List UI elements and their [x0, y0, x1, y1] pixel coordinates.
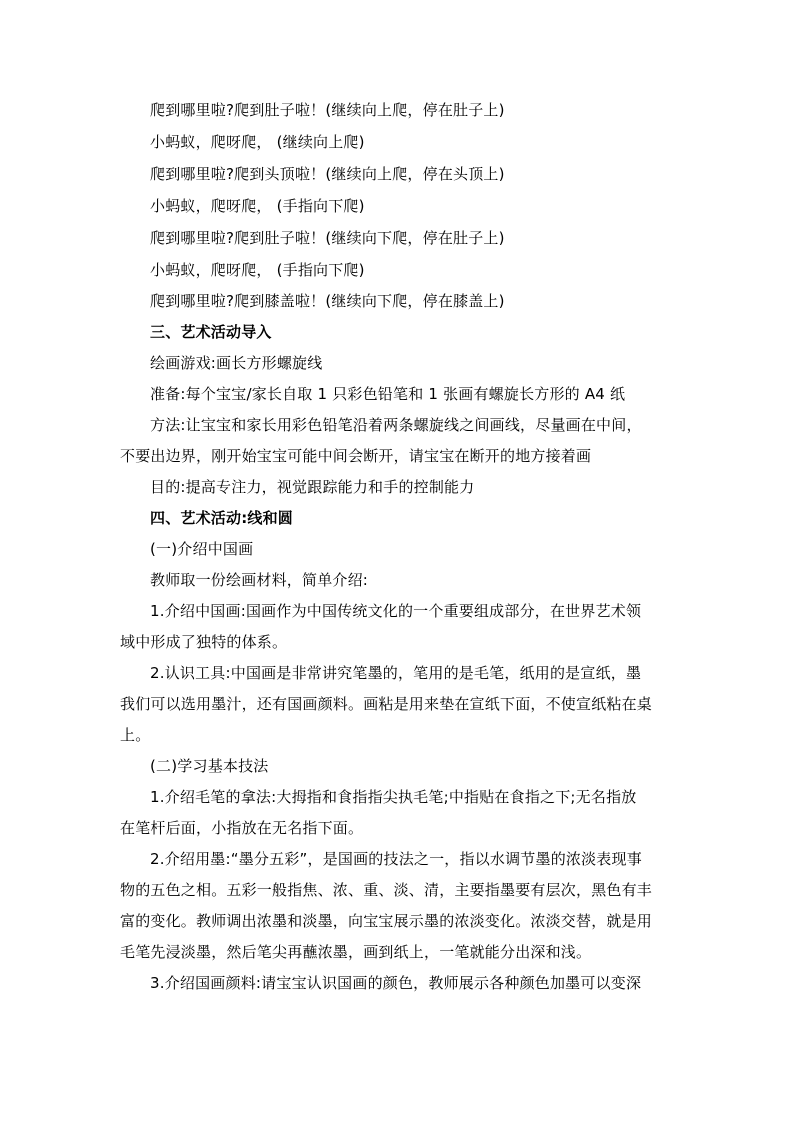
body-line-23: 1.介绍毛笔的拿法:大拇指和食指指尖执毛笔;中指贴在食指之下;无名指放 — [150, 788, 637, 806]
body-line-4: 小蚂蚁，爬呀爬， (手指向下爬) — [150, 197, 365, 215]
body-line-29: 3.介绍国画颜料:请宝宝认识国画的颜色，教师展示各种颜色加墨可以变深 — [150, 974, 642, 992]
body-line-19: 2.认识工具:中国画是非常讲究笔墨的，笔用的是毛笔，纸用的是宣纸，墨 — [150, 664, 642, 682]
body-line-24: 在笔杆后面，小指放在无名指下面。 — [120, 819, 364, 837]
body-line-11: 方法:让宝宝和家长用彩色铅笔沿着两条螺旋线之间画线，尽量画在中间， — [150, 416, 642, 434]
body-line-6: 小蚂蚁，爬呀爬， (手指向下爬) — [150, 261, 365, 279]
body-line-10: 准备:每个宝宝/家长自取 1 只彩色铅笔和 1 张画有螺旋长方形的 A4 纸 — [150, 385, 626, 403]
body-line-5: 爬到哪里啦?爬到肚子啦！(继续向下爬，停在肚子上) — [150, 229, 505, 247]
body-line-27: 富的变化。教师调出浓墨和淡墨，向宝宝展示墨的浓淡变化。浓淡交替，就是用 — [120, 912, 653, 930]
body-line-25: 2.介绍用墨:“墨分五彩”，是国画的技法之一，指以水调节墨的浓淡表现事 — [150, 850, 642, 868]
body-line-12: 不要出边界，刚开始宝宝可能中间会断开，请宝宝在断开的地方接着画 — [120, 447, 592, 465]
body-line-18: 域中形成了独特的体系。 — [120, 633, 288, 651]
body-line-3: 爬到哪里啦?爬到头顶啦！(继续向上爬，停在头顶上) — [150, 165, 505, 183]
subsection-heading-1: (一)介绍中国画 — [150, 540, 254, 558]
body-line-2: 小蚂蚁，爬呀爬， (继续向上爬) — [150, 133, 365, 151]
body-line-28: 毛笔先浸淡墨，然后笔尖再蘸浓墨，画到纸上，一笔就能分出深和浅。 — [120, 943, 592, 961]
body-line-13: 目的:提高专注力，视觉跟踪能力和手的控制能力 — [150, 478, 475, 496]
body-line-16: 教师取一份绘画材料，简单介绍: — [150, 571, 369, 589]
body-line-21: 上。 — [120, 726, 151, 744]
body-line-1: 爬到哪里啦?爬到肚子啦！(继续向上爬，停在肚子上) — [150, 101, 505, 119]
subsection-heading-2: (二)学习基本技法 — [150, 757, 269, 775]
section-heading-3: 三、艺术活动导入 — [150, 323, 272, 341]
body-line-26: 物的五色之相。五彩一般指焦、浓、重、淡、清，主要指墨要有层次，黑色有丰 — [120, 881, 653, 899]
body-line-7: 爬到哪里啦?爬到膝盖啦！(继续向下爬，停在膝盖上) — [150, 292, 505, 310]
body-line-9: 绘画游戏:画长方形螺旋线 — [150, 354, 323, 372]
body-line-17: 1.介绍中国画:国画作为中国传统文化的一个重要组成部分，在世界艺术领 — [150, 602, 642, 620]
body-line-20: 我们可以选用墨汁，还有国画颜料。画粘是用来垫在宣纸下面，不使宣纸粘在桌 — [120, 695, 653, 713]
section-heading-4: 四、艺术活动:线和圆 — [150, 509, 293, 527]
